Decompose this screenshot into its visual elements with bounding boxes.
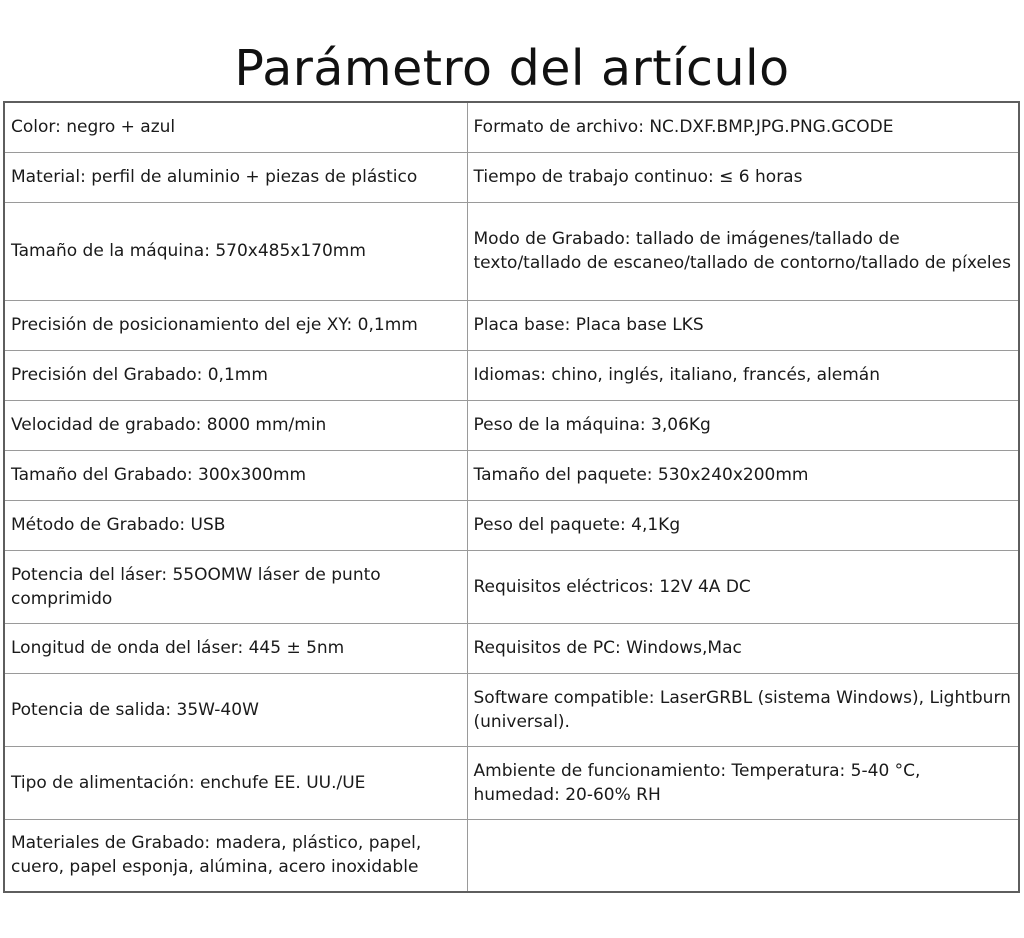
spec-cell: Peso de la máquina: 3,06Kg	[467, 400, 1019, 450]
table-row	[4, 400, 1019, 450]
spec-table	[3, 101, 1020, 893]
spec-cell: Potencia de salida: 35W-40W	[4, 673, 467, 746]
spec-cell: Modo de Grabado: tallado de imágenes/tallado de texto/tallado de escaneo/tallado de contorno/tallado de píxeles	[467, 202, 1019, 300]
table-row	[4, 673, 1019, 746]
spec-cell: Longitud de onda del láser: 445 ± 5nm	[4, 623, 467, 673]
table-row	[4, 350, 1019, 400]
spec-cell: Tiempo de trabajo continuo: ≤ 6 horas	[467, 152, 1019, 202]
spec-cell: Software compatible: LaserGRBL (sistema Windows), Lightburn (universal).	[467, 673, 1019, 746]
spec-cell: Potencia del láser: 55OOMW láser de punto comprimido	[4, 550, 467, 623]
table-row	[4, 746, 1019, 819]
table-row	[4, 300, 1019, 350]
table-row	[4, 152, 1019, 202]
table-row	[4, 102, 1019, 152]
spec-cell: Tipo de alimentación: enchufe EE. UU./UE	[4, 746, 467, 819]
spec-cell: Precisión del Grabado: 0,1mm	[4, 350, 467, 400]
page-title: Parámetro del artículo	[234, 40, 790, 97]
spec-cell: Idiomas: chino, inglés, italiano, francés, alemán	[467, 350, 1019, 400]
spec-cell: Tamaño de la máquina: 570x485x170mm	[4, 202, 467, 300]
spec-cell: Tamaño del Grabado: 300x300mm	[4, 450, 467, 500]
spec-cell: Precisión de posicionamiento del eje XY: 0,1mm	[4, 300, 467, 350]
spec-cell: Formato de archivo: NC.DXF.BMP.JPG.PNG.GCODE	[467, 102, 1019, 152]
spec-cell: Método de Grabado: USB	[4, 500, 467, 550]
spec-cell: Peso del paquete: 4,1Kg	[467, 500, 1019, 550]
table-row	[4, 550, 1019, 623]
table-row	[4, 623, 1019, 673]
table-row	[4, 500, 1019, 550]
spec-cell: Requisitos de PC: Windows,Mac	[467, 623, 1019, 673]
spec-cell: Material: perfil de aluminio + piezas de plástico	[4, 152, 467, 202]
spec-cell: Ambiente de funcionamiento: Temperatura: 5-40 °C, humedad: 20-60% RH	[467, 746, 1019, 819]
spec-cell: Tamaño del paquete: 530x240x200mm	[467, 450, 1019, 500]
spec-cell: Requisitos eléctricos: 12V 4A DC	[467, 550, 1019, 623]
spec-cell: Color: negro + azul	[4, 102, 467, 152]
table-row	[4, 450, 1019, 500]
spec-cell: Velocidad de grabado: 8000 mm/min	[4, 400, 467, 450]
spec-cell: Placa base: Placa base LKS	[467, 300, 1019, 350]
table-row	[4, 819, 1019, 892]
spec-cell	[467, 819, 1019, 892]
spec-cell: Materiales de Grabado: madera, plástico, papel, cuero, papel esponja, alúmina, acero inoxidable	[4, 819, 467, 892]
table-row	[4, 202, 1019, 300]
